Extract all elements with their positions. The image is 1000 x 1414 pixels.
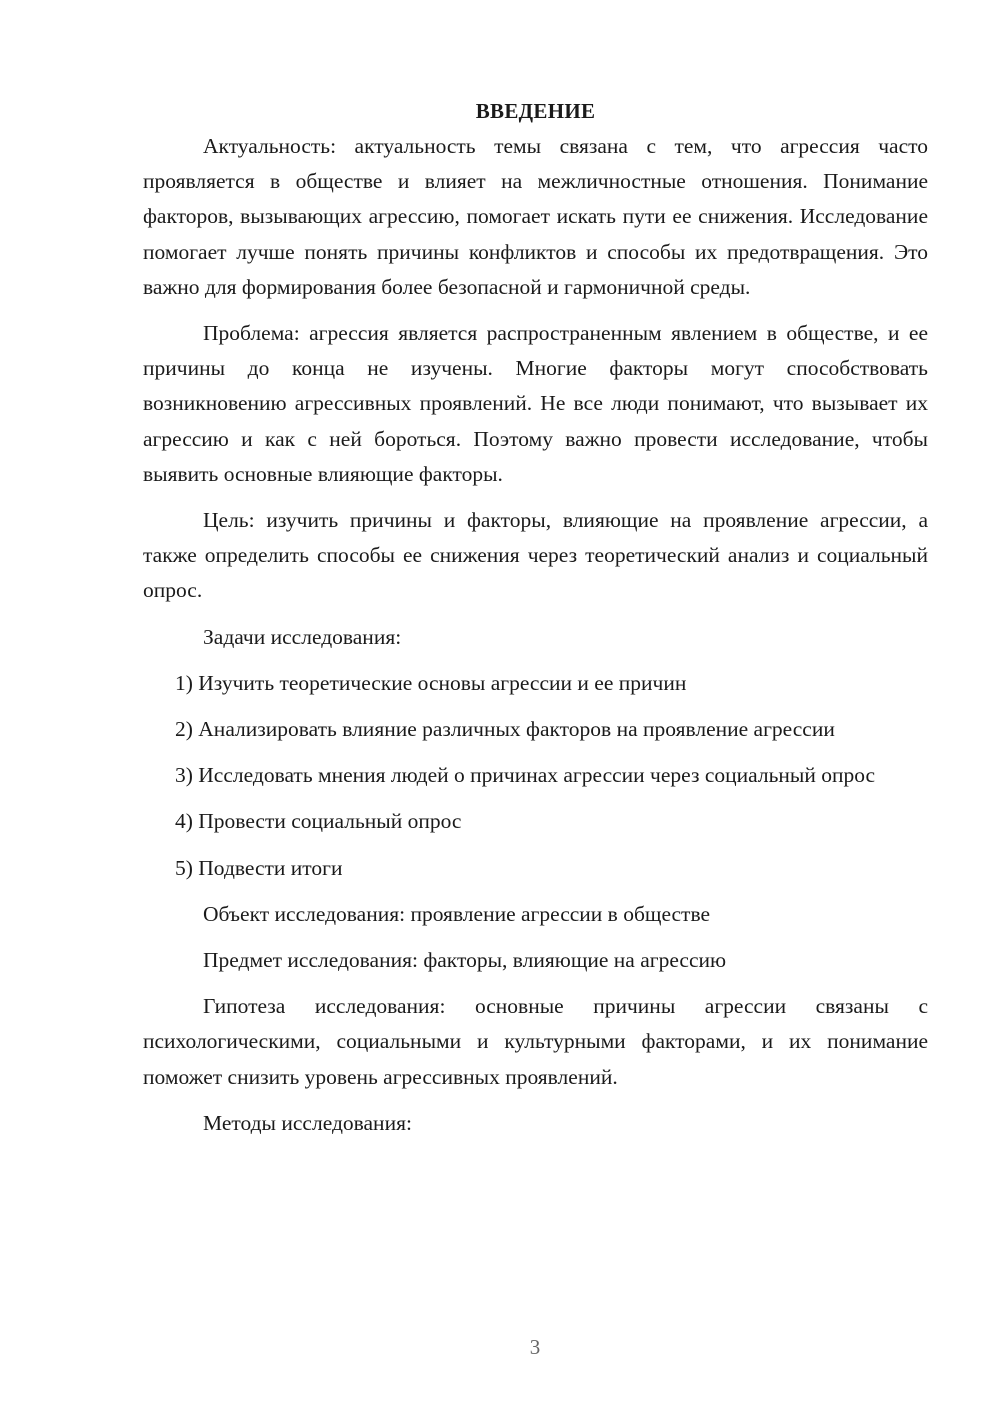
paragraph-spacer [143, 932, 928, 943]
problem-paragraph: Проблема: агрессия является распространенным явлением в обществе, и ее причины до конца не изучены. Многие факторы могут способствовать возникновению агрессивных проявлений. Не все люди понимают, что вызывает их агрессию и как с ней бороться. Поэтому важно провести исследование, чтобы выявить основные влияющие факторы. [143, 321, 928, 486]
task-item-2: 2) Анализировать влияние различных факторов на проявление агрессии [175, 717, 835, 742]
tasks-heading: Задачи исследования: [203, 624, 402, 649]
relevance-paragraph: Актуальность: актуальность темы связана с тем, что агрессия часто проявляется в обществе и влияет на межличностные отношения. Понимание факторов, вызывающих агрессию, помогает искать пути ее снижения. Исследование помогает лучше понять причины конфликтов и способы их предотвращения. Это важно для формирования более безопасной и гармоничной среды. [143, 134, 928, 299]
subject-paragraph: Предмет исследования: факторы, влияющие на агрессию [203, 948, 727, 973]
paragraph-spacer [143, 305, 928, 316]
paragraph-spacer [143, 655, 928, 666]
object-paragraph: Объект исследования: проявление агрессии в обществе [203, 901, 711, 926]
hypothesis-paragraph: Гипотеза исследования: основные причины агрессии связаны с психологическими, социальными и культурными факторами, и их понимание поможет снизить уровень агрессивных проявлений. [143, 994, 928, 1089]
paragraph-spacer [143, 609, 928, 620]
paragraph-spacer [143, 886, 928, 897]
paragraph-spacer [143, 1095, 928, 1106]
page-content [143, 94, 928, 1141]
paragraph-spacer [143, 978, 928, 989]
paragraph-spacer [143, 492, 928, 503]
task-item-4: 4) Провести социальный опрос [175, 809, 462, 834]
page-number: 3 [529, 1335, 541, 1359]
paragraph-spacer [143, 701, 928, 712]
task-item-3: 3) Исследовать мнения людей о причинах агрессии через социальный опрос [175, 763, 876, 788]
task-item-1: 1) Изучить теоретические основы агрессии и ее причин [175, 670, 687, 695]
paragraph-spacer [143, 840, 928, 851]
paragraph-spacer [143, 793, 928, 804]
task-item-5: 5) Подвести итоги [175, 855, 343, 880]
paragraph-spacer [143, 747, 928, 758]
methods-heading: Методы исследования: [203, 1110, 412, 1135]
goal-paragraph: Цель: изучить причины и факторы, влияющие на проявление агрессии, а также определить способы ее снижения через теоретический анализ и социальный опрос. [143, 508, 928, 603]
section-title: ВВЕДЕНИЕ [475, 99, 596, 123]
